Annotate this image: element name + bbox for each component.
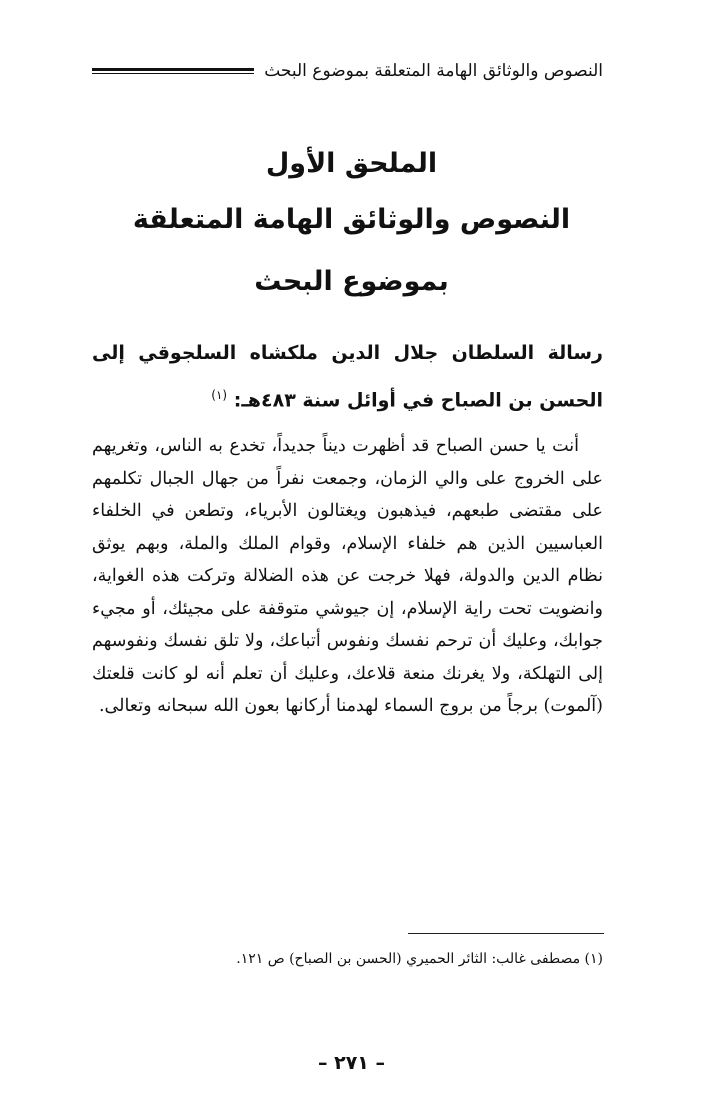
appendix-subtitle-line-2: بموضوع البحث [254, 266, 449, 297]
running-header-text: النصوص والوثائق الهامة المتعلقة بموضوع البحث [264, 61, 603, 81]
section-heading-text: رسالة السلطان جلال الدين ملكشاه السلجوقي إلى الحسن بن الصباح في أوائل سنة ٤٨٣هـ: [92, 342, 603, 412]
page-number: – ٢٧١ – [317, 1052, 386, 1074]
appendix-subtitle-line-1: النصوص والوثائق الهامة المتعلقة [132, 204, 571, 235]
footnote: (١) مصطفى غالب: الثائر الحميري (الحسن بن الصباح) ص ١٢١. [236, 951, 603, 967]
footnote-marker: (١) [211, 388, 228, 402]
footnote-rule [408, 933, 604, 934]
appendix-title: الملحق الأول [265, 148, 438, 179]
running-header [92, 58, 603, 84]
body-paragraph: أنت يا حسن الصباح قد أظهرت ديناً جديداً، تخدع به الناس، وتغريهم على الخروج على والي الزمان، وجمعت نفراً من جهال الجبال تكلمهم على مقتضى طبعهم، فيذهبون ويغتالون الأبرياء، وتطعن في الخلفاء العباسيين الذين هم خلفاء الإسلام، وقوام الملك والملة، وبهم يوثق نظام الدين والدولة، فهلا خرجت عن هذه الضلالة وتركت هذه الغواية، وانضويت تحت راية الإسلام، إن جيوشي متوقفة على مجيئك، أو مجيء جوابك، وعليك أن ترحم نفسك ونفوس أتباعك، ولا تلق نفسك ونفوسهم إلى التهلكة، ولا يغرنك منعة قلاعك، وعليك أن تعلم أنه لو كانت قلعتك (آلموت) برجاً من بروج السماء لهدمنا أركانها بعون الله سبحانه وتعالى. [92, 436, 603, 716]
section-heading [92, 332, 603, 421]
header-rule [92, 68, 254, 74]
